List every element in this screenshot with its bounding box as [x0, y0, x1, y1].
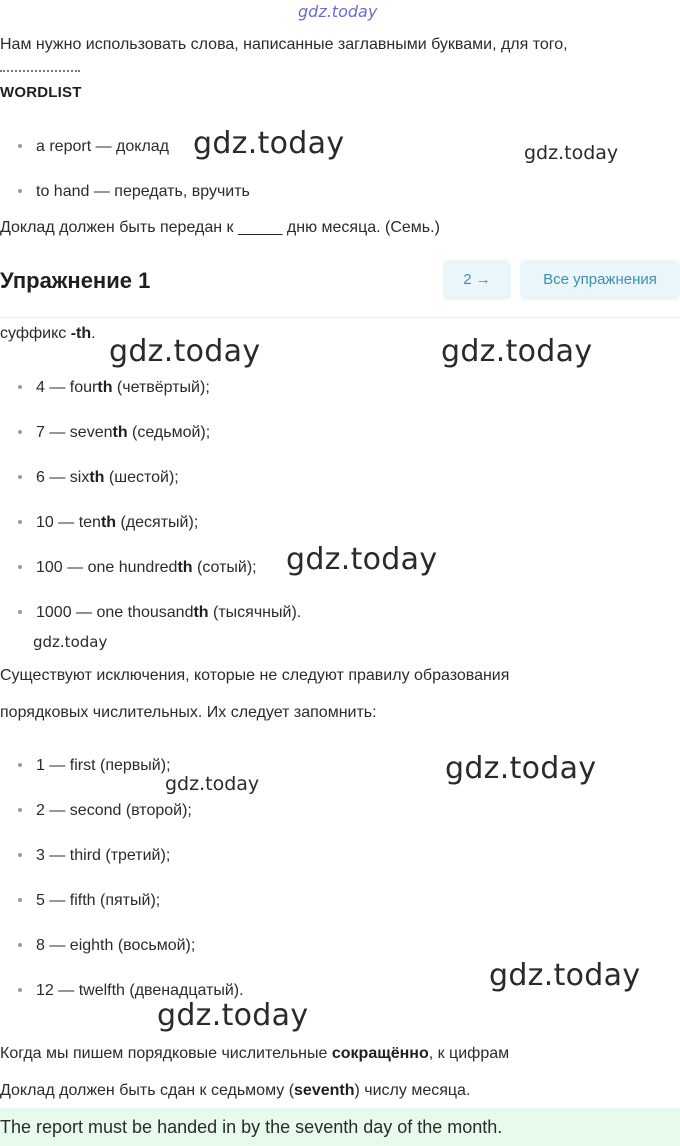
ordinal-suffix: th: [177, 559, 193, 576]
answer-russian-prefix: Доклад должен быть сдан к седьмому (: [0, 1082, 295, 1099]
exception-text: 8 — eighth (восьмой);: [36, 937, 196, 954]
ordinal-post: (тысячный).: [208, 604, 302, 621]
watermark: gdz.today: [193, 126, 345, 161]
exception-item: [18, 845, 170, 867]
wordlist-item: [18, 136, 169, 158]
divider: [0, 317, 680, 318]
bullet-dot: [18, 475, 22, 479]
watermark: gdz.today: [489, 958, 641, 993]
exceptions-text-line2: порядковых числительных. Их следует запомнить:: [0, 704, 377, 721]
exceptions-text-line1: Существуют исключения, которые не следуют правилу образования: [0, 667, 510, 684]
ordinal-pre: 1000 — one thousand: [36, 604, 194, 621]
ordinal-item: [18, 557, 257, 579]
bullet-dot: [18, 808, 22, 812]
abbreviation-prefix: Когда мы пишем порядковые числительные: [0, 1045, 332, 1062]
all-exercises-button[interactable]: Все упражнения: [520, 260, 680, 300]
answer-russian-suffix: ) числу месяца.: [354, 1082, 471, 1099]
next-exercise-button[interactable]: 2 →: [443, 260, 511, 300]
ordinal-pre: 10 — ten: [36, 514, 101, 531]
suffix-text-prefix: суффикс: [0, 325, 71, 342]
exception-item: [18, 755, 171, 777]
ordinal-suffix: th: [89, 469, 105, 486]
suffix-text-bold: -th: [70, 325, 92, 342]
exception-item: [18, 800, 192, 822]
ordinal-post: (сотый);: [192, 559, 257, 576]
ordinal-item: [18, 377, 210, 399]
abbreviation-bold: сокращённо: [331, 1045, 429, 1062]
exception-text: 2 — second (второй);: [36, 802, 192, 819]
ordinal-item: [18, 512, 198, 534]
ordinal-item: [18, 422, 210, 444]
bullet-dot: [18, 144, 22, 148]
watermark: gdz.today: [441, 334, 593, 369]
ordinal-suffix: th: [193, 604, 209, 621]
bullet-dot: [18, 430, 22, 434]
watermark: gdz.today: [165, 773, 260, 795]
watermark-top: gdz.today: [298, 2, 378, 21]
bullet-dot: [18, 189, 22, 193]
answer-russian-bold: seventh: [294, 1082, 355, 1099]
exception-text: 3 — third (третий);: [36, 847, 171, 864]
ordinal-pre: 6 — six: [36, 469, 90, 486]
ordinal-pre: 100 — one hundred: [36, 559, 178, 576]
exception-text: 1 — first (первый);: [36, 757, 171, 774]
abbreviation-suffix: , к цифрам: [428, 1045, 510, 1062]
exception-text: 12 — twelfth (двенадцатый).: [36, 982, 244, 999]
suffix-text: [0, 324, 96, 344]
suffix-text-suffix: .: [91, 325, 96, 342]
bullet-dot: [18, 520, 22, 524]
bullet-dot: [18, 943, 22, 947]
exception-text: 5 — fifth (пятый);: [36, 892, 161, 909]
ordinal-post: (десятый);: [116, 514, 199, 531]
ordinal-post: (четвёртый);: [112, 379, 210, 396]
ordinal-item: [18, 467, 179, 489]
bullet-dot: [18, 988, 22, 992]
answer-russian: [0, 1081, 470, 1101]
clipped-line-fragment: [0, 70, 80, 75]
bullet-dot: [18, 385, 22, 389]
watermark: gdz.today: [286, 542, 438, 577]
wordlist-item-text: a report — доклад: [36, 138, 170, 155]
exercise-title: Упражнение 1: [0, 268, 151, 293]
intro-text: Нам нужно использовать слова, написанные заглавными буквами, для того,: [0, 36, 568, 53]
watermark: gdz.today: [524, 142, 619, 164]
wordlist-item-text: to hand — передать, вручить: [36, 183, 250, 200]
watermark: gdz.today: [445, 751, 597, 786]
exception-item: [18, 935, 195, 957]
ordinal-item: [18, 602, 301, 624]
task-sentence: Доклад должен быть передан к _____ дню месяца. (Семь.): [0, 219, 440, 236]
ordinal-post: (шестой);: [104, 469, 179, 486]
ordinal-pre: 4 — four: [36, 379, 98, 396]
ordinal-suffix: th: [97, 379, 113, 396]
wordlist-item: [18, 181, 250, 203]
watermark: gdz.today: [109, 334, 261, 369]
ordinal-post: (седьмой);: [127, 424, 211, 441]
bullet-dot: [18, 898, 22, 902]
ordinal-suffix: th: [100, 514, 117, 531]
watermark: gdz.today: [33, 633, 108, 651]
bullet-dot: [18, 565, 22, 569]
ordinal-pre: 7 — seven: [36, 424, 113, 441]
exception-item: [18, 890, 160, 912]
bullet-dot: [18, 610, 22, 614]
answer-english: The report must be handed in by the seventh day of the month.: [0, 1117, 503, 1137]
watermark: gdz.today: [157, 998, 309, 1033]
wordlist-heading: WORDLIST: [0, 84, 82, 101]
abbreviation-text: [0, 1044, 509, 1064]
bullet-dot: [18, 763, 22, 767]
bullet-dot: [18, 853, 22, 857]
ordinal-suffix: th: [112, 424, 128, 441]
